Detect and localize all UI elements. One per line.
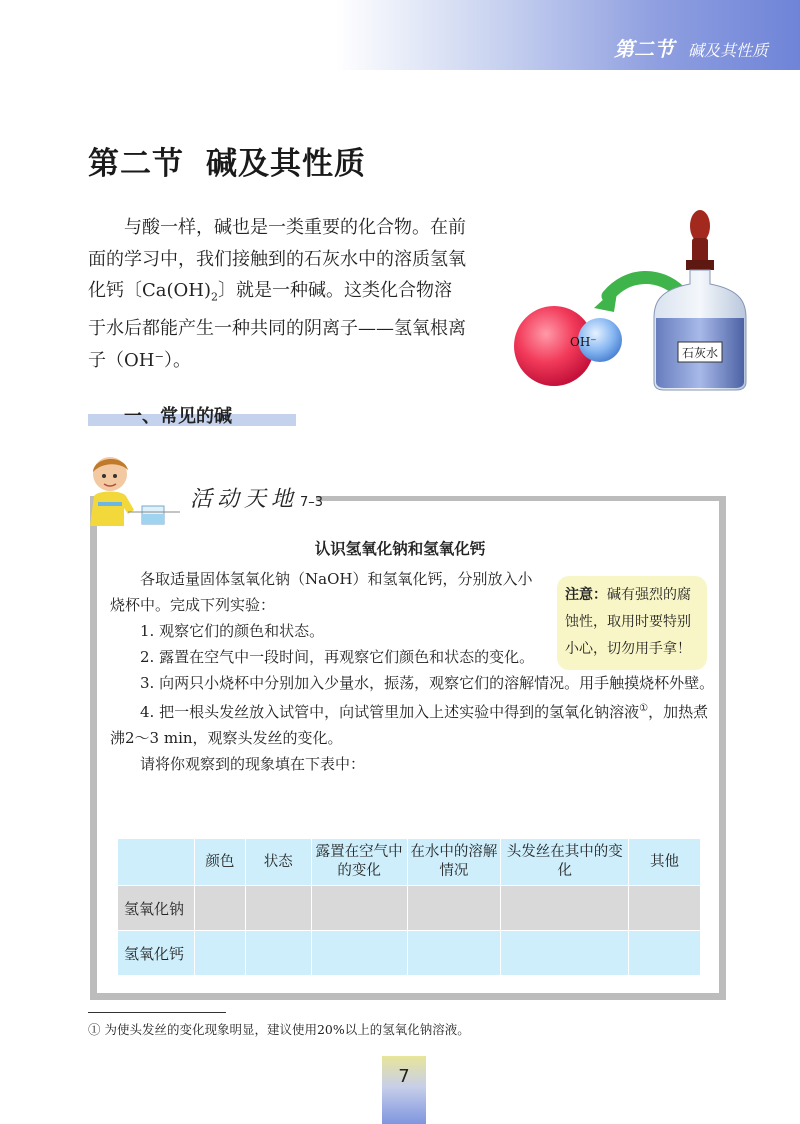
observation-table [117, 838, 701, 976]
table-cell[interactable] [311, 886, 407, 931]
page-title-text: 碱及其性质 [206, 146, 366, 182]
table-cell[interactable] [194, 931, 245, 976]
frame-left [90, 496, 97, 1000]
ion-label: OH⁻ [570, 335, 597, 349]
activity-label-text: 活动天地 [190, 487, 299, 512]
table-header-cell: 在水中的溶解情况 [407, 839, 501, 886]
table-row [118, 931, 701, 976]
running-header [614, 33, 768, 62]
activity-label [190, 482, 323, 513]
table-cell[interactable] [629, 931, 701, 976]
table-row [118, 886, 701, 931]
intro-subscript: 2 [211, 290, 219, 304]
activity-lead: 各取适量固体氢氧化钠（NaOH）和氢氧化钙，分别放入小烧杯中。完成下列实验： [110, 570, 533, 614]
step-4 [110, 696, 720, 751]
frame-bottom [90, 993, 726, 1000]
table-header-cell: 其他 [629, 839, 701, 886]
hydroxide-ion-illustration [510, 200, 750, 400]
row-header: 氢氧化钠 [118, 886, 195, 931]
table-header-row [118, 839, 701, 886]
table-cell[interactable] [407, 931, 501, 976]
activity-number: 7–3 [300, 495, 324, 510]
intro-paragraph [88, 212, 468, 376]
intro-text-1: 与酸一样，碱也是一类重要的化合物。在前面的学习中，我们接触到的石灰水中的溶质氢氧化钙〔Ca(OH) [88, 217, 466, 301]
table-cell[interactable] [311, 931, 407, 976]
step-3: 3. 向两只小烧杯中分别加入少量水，振荡，观察它们的溶解情况。用手触摸烧杯外壁。 [140, 674, 715, 692]
step-4-text-2: ，加热煮沸2～3 min，观察头发丝的变化。 [110, 703, 709, 747]
table-header-cell: 头发丝在其中的变化 [501, 839, 629, 886]
page-title [88, 138, 366, 183]
table-header-cell: 露置在空气中的变化 [311, 839, 407, 886]
table-cell[interactable] [501, 886, 629, 931]
intro-text-2: 〕就是一种碱。这类化合物溶于水后都能产生一种共同的阴离子——氢氧根离子（OH⁻）。 [88, 280, 466, 371]
caution-label: 注意： [565, 587, 607, 603]
table-cell[interactable] [501, 931, 629, 976]
page-number: 7 [398, 1066, 410, 1087]
table-cell[interactable] [194, 886, 245, 931]
frame-right [719, 496, 726, 1000]
bottle-label: 石灰水 [681, 346, 719, 360]
subsection-title: 一、常见的碱 [124, 406, 232, 427]
header-section: 第二节 [613, 37, 674, 61]
step-2: 2. 露置在空气中一段时间，再观察它们颜色和状态的变化。 [140, 648, 535, 666]
subsection-heading [88, 402, 296, 427]
header-title: 碱及其性质 [687, 41, 768, 60]
caution-text: 碱有强烈的腐蚀性，取用时要特别小心，切勿用手拿！ [565, 587, 691, 657]
closing-instruction: 请将你观察到的现象填在下表中： [140, 755, 366, 773]
step-1: 1. 观察它们的颜色和状态。 [140, 622, 325, 640]
footnote-divider [88, 1012, 226, 1013]
frame-top [316, 496, 726, 501]
table-cell[interactable] [407, 886, 501, 931]
student-with-beaker-icon [84, 448, 180, 526]
table-cell[interactable] [245, 931, 311, 976]
caution-note [557, 576, 707, 670]
footnote: ① 为使头发丝的变化现象明显，建议使用20%以上的氢氧化钠溶液。 [88, 1022, 470, 1037]
step-4-text-1: 4. 把一根头发丝放入试管中，向试管里加入上述实验中得到的氢氧化钠溶液 [140, 703, 640, 721]
table-header-cell: 状态 [245, 839, 311, 886]
activity-title: 认识氢氧化钠和氢氧化钙 [314, 540, 486, 558]
footnote-ref: ① [639, 703, 649, 714]
table-cell[interactable] [245, 886, 311, 931]
row-header: 氢氧化钙 [118, 931, 195, 976]
page-title-section: 第二节 [88, 146, 184, 182]
table-cell[interactable] [629, 886, 701, 931]
dropper-bulb-icon [690, 210, 710, 242]
table-header-cell: 颜色 [194, 839, 245, 886]
table-header-cell [118, 839, 195, 886]
page-number-box [382, 1056, 426, 1124]
